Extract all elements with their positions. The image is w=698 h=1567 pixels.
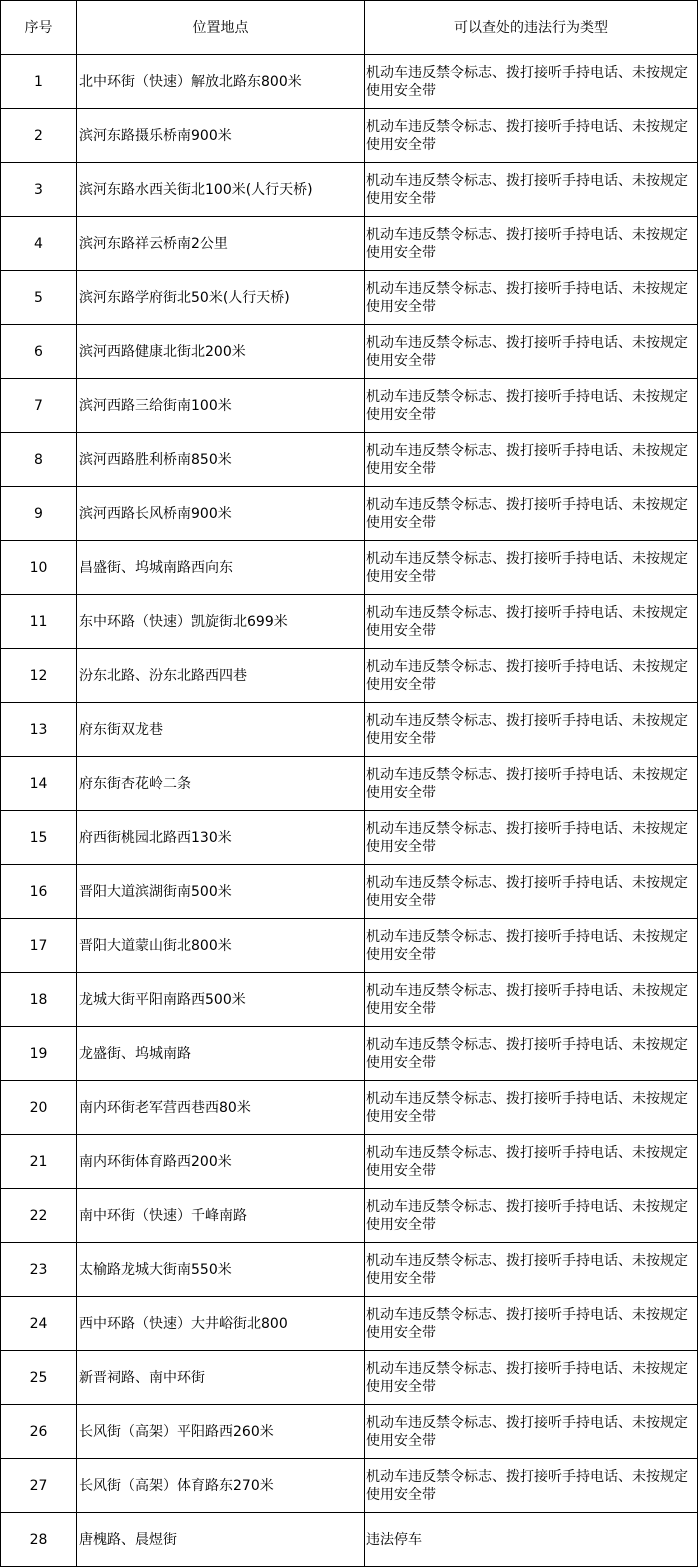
- violation-types-cell: 机动车违反禁令标志、拨打接听手持电话、未按规定使用安全带: [365, 1459, 698, 1513]
- table-body: [1, 55, 698, 1567]
- table-row: [1, 1513, 698, 1567]
- violation-types-cell: 机动车违反禁令标志、拨打接听手持电话、未按规定使用安全带: [365, 217, 698, 271]
- serial-number-cell: 15: [1, 811, 77, 865]
- table-row: [1, 1351, 698, 1405]
- table-row: [1, 973, 698, 1027]
- table-row: [1, 703, 698, 757]
- serial-number-cell: 3: [1, 163, 77, 217]
- table-row: [1, 865, 698, 919]
- violation-types-cell: 机动车违反禁令标志、拨打接听手持电话、未按规定使用安全带: [365, 1135, 698, 1189]
- violation-types-cell: 机动车违反禁令标志、拨打接听手持电话、未按规定使用安全带: [365, 973, 698, 1027]
- violation-types-cell: 机动车违反禁令标志、拨打接听手持电话、未按规定使用安全带: [365, 163, 698, 217]
- table-row: [1, 1189, 698, 1243]
- violation-types-cell: 机动车违反禁令标志、拨打接听手持电话、未按规定使用安全带: [365, 1405, 698, 1459]
- serial-number-cell: 5: [1, 271, 77, 325]
- table-row: [1, 757, 698, 811]
- header-row: [1, 1, 698, 55]
- table-header: [1, 1, 698, 55]
- violation-types-cell: 机动车违反禁令标志、拨打接听手持电话、未按规定使用安全带: [365, 1189, 698, 1243]
- violation-types-cell: 机动车违反禁令标志、拨打接听手持电话、未按规定使用安全带: [365, 55, 698, 109]
- location-cell: 汾东北路、汾东北路西四巷: [77, 649, 365, 703]
- serial-number-cell: 17: [1, 919, 77, 973]
- table-row: [1, 487, 698, 541]
- location-cell: 唐槐路、晨煜街: [77, 1513, 365, 1567]
- location-cell: 晋阳大道蒙山街北800米: [77, 919, 365, 973]
- serial-number-cell: 2: [1, 109, 77, 163]
- location-cell: 东中环路（快速）凯旋街北699米: [77, 595, 365, 649]
- location-cell: 北中环街（快速）解放北路东800米: [77, 55, 365, 109]
- table-row: [1, 1405, 698, 1459]
- table-row: [1, 1135, 698, 1189]
- location-cell: 滨河东路祥云桥南2公里: [77, 217, 365, 271]
- location-cell: 滨河东路摄乐桥南900米: [77, 109, 365, 163]
- violation-types-cell: 机动车违反禁令标志、拨打接听手持电话、未按规定使用安全带: [365, 919, 698, 973]
- location-cell: 太榆路龙城大街南550米: [77, 1243, 365, 1297]
- serial-number-cell: 12: [1, 649, 77, 703]
- serial-number-cell: 23: [1, 1243, 77, 1297]
- table-row: [1, 1027, 698, 1081]
- serial-number-cell: 13: [1, 703, 77, 757]
- table-row: [1, 163, 698, 217]
- violation-types-cell: 机动车违反禁令标志、拨打接听手持电话、未按规定使用安全带: [365, 433, 698, 487]
- location-cell: 南中环街（快速）千峰南路: [77, 1189, 365, 1243]
- serial-number-cell: 1: [1, 55, 77, 109]
- violation-types-cell: 机动车违反禁令标志、拨打接听手持电话、未按规定使用安全带: [365, 757, 698, 811]
- serial-number-cell: 27: [1, 1459, 77, 1513]
- violation-types-cell: 机动车违反禁令标志、拨打接听手持电话、未按规定使用安全带: [365, 1243, 698, 1297]
- table-row: [1, 541, 698, 595]
- location-cell: 晋阳大道滨湖街南500米: [77, 865, 365, 919]
- serial-number-cell: 26: [1, 1405, 77, 1459]
- table-row: [1, 433, 698, 487]
- location-cell: 新晋祠路、南中环街: [77, 1351, 365, 1405]
- serial-number-cell: 20: [1, 1081, 77, 1135]
- serial-number-cell: 8: [1, 433, 77, 487]
- location-cell: 南内环街体育路西200米: [77, 1135, 365, 1189]
- violation-types-cell: 机动车违反禁令标志、拨打接听手持电话、未按规定使用安全带: [365, 1351, 698, 1405]
- table-row: [1, 1081, 698, 1135]
- location-cell: 龙盛街、坞城南路: [77, 1027, 365, 1081]
- serial-number-cell: 11: [1, 595, 77, 649]
- header-location: 位置地点: [77, 1, 365, 55]
- location-cell: 滨河西路健康北街北200米: [77, 325, 365, 379]
- violation-types-cell: 机动车违反禁令标志、拨打接听手持电话、未按规定使用安全带: [365, 1297, 698, 1351]
- violation-types-cell: 机动车违反禁令标志、拨打接听手持电话、未按规定使用安全带: [365, 811, 698, 865]
- table-row: [1, 649, 698, 703]
- serial-number-cell: 19: [1, 1027, 77, 1081]
- location-cell: 滨河西路三给街南100米: [77, 379, 365, 433]
- location-cell: 长风街（高架）体育路东270米: [77, 1459, 365, 1513]
- serial-number-cell: 28: [1, 1513, 77, 1567]
- location-cell: 西中环路（快速）大井峪街北800: [77, 1297, 365, 1351]
- violation-types-cell: 机动车违反禁令标志、拨打接听手持电话、未按规定使用安全带: [365, 379, 698, 433]
- location-cell: 滨河东路水西关街北100米(人行天桥): [77, 163, 365, 217]
- table-row: [1, 325, 698, 379]
- location-cell: 府东街杏花岭二条: [77, 757, 365, 811]
- location-cell: 龙城大街平阳南路西500米: [77, 973, 365, 1027]
- table-row: [1, 379, 698, 433]
- violation-types-cell: 机动车违反禁令标志、拨打接听手持电话、未按规定使用安全带: [365, 865, 698, 919]
- violation-types-cell: 机动车违反禁令标志、拨打接听手持电话、未按规定使用安全带: [365, 1081, 698, 1135]
- table-row: [1, 109, 698, 163]
- serial-number-cell: 16: [1, 865, 77, 919]
- location-cell: 府东街双龙巷: [77, 703, 365, 757]
- violation-types-cell: 机动车违反禁令标志、拨打接听手持电话、未按规定使用安全带: [365, 541, 698, 595]
- table-row: [1, 271, 698, 325]
- location-cell: 滨河西路胜利桥南850米: [77, 433, 365, 487]
- header-serial-number: 序号: [1, 1, 77, 55]
- table-row: [1, 595, 698, 649]
- serial-number-cell: 10: [1, 541, 77, 595]
- serial-number-cell: 6: [1, 325, 77, 379]
- serial-number-cell: 22: [1, 1189, 77, 1243]
- table-row: [1, 919, 698, 973]
- location-cell: 滨河东路学府街北50米(人行天桥): [77, 271, 365, 325]
- serial-number-cell: 21: [1, 1135, 77, 1189]
- location-cell: 南内环街老军营西巷西80米: [77, 1081, 365, 1135]
- serial-number-cell: 24: [1, 1297, 77, 1351]
- location-cell: 长风街（高架）平阳路西260米: [77, 1405, 365, 1459]
- serial-number-cell: 9: [1, 487, 77, 541]
- violation-types-cell: 机动车违反禁令标志、拨打接听手持电话、未按规定使用安全带: [365, 271, 698, 325]
- serial-number-cell: 18: [1, 973, 77, 1027]
- table-row: [1, 1243, 698, 1297]
- violation-types-cell: 机动车违反禁令标志、拨打接听手持电话、未按规定使用安全带: [365, 703, 698, 757]
- violation-types-cell: 机动车违反禁令标志、拨打接听手持电话、未按规定使用安全带: [365, 649, 698, 703]
- violation-types-cell: 机动车违反禁令标志、拨打接听手持电话、未按规定使用安全带: [365, 595, 698, 649]
- header-violation-types: 可以查处的违法行为类型: [365, 1, 698, 55]
- location-cell: 昌盛街、坞城南路西向东: [77, 541, 365, 595]
- violation-types-cell: 机动车违反禁令标志、拨打接听手持电话、未按规定使用安全带: [365, 1027, 698, 1081]
- location-cell: 府西街桃园北路西130米: [77, 811, 365, 865]
- violation-types-cell: 机动车违反禁令标志、拨打接听手持电话、未按规定使用安全带: [365, 325, 698, 379]
- location-cell: 滨河西路长风桥南900米: [77, 487, 365, 541]
- table-row: [1, 55, 698, 109]
- serial-number-cell: 25: [1, 1351, 77, 1405]
- violation-types-cell: 机动车违反禁令标志、拨打接听手持电话、未按规定使用安全带: [365, 109, 698, 163]
- table-row: [1, 1459, 698, 1513]
- table-row: [1, 811, 698, 865]
- table-row: [1, 217, 698, 271]
- violation-types-cell: 违法停车: [365, 1513, 698, 1567]
- serial-number-cell: 4: [1, 217, 77, 271]
- serial-number-cell: 7: [1, 379, 77, 433]
- table-row: [1, 1297, 698, 1351]
- serial-number-cell: 14: [1, 757, 77, 811]
- violation-types-cell: 机动车违反禁令标志、拨打接听手持电话、未按规定使用安全带: [365, 487, 698, 541]
